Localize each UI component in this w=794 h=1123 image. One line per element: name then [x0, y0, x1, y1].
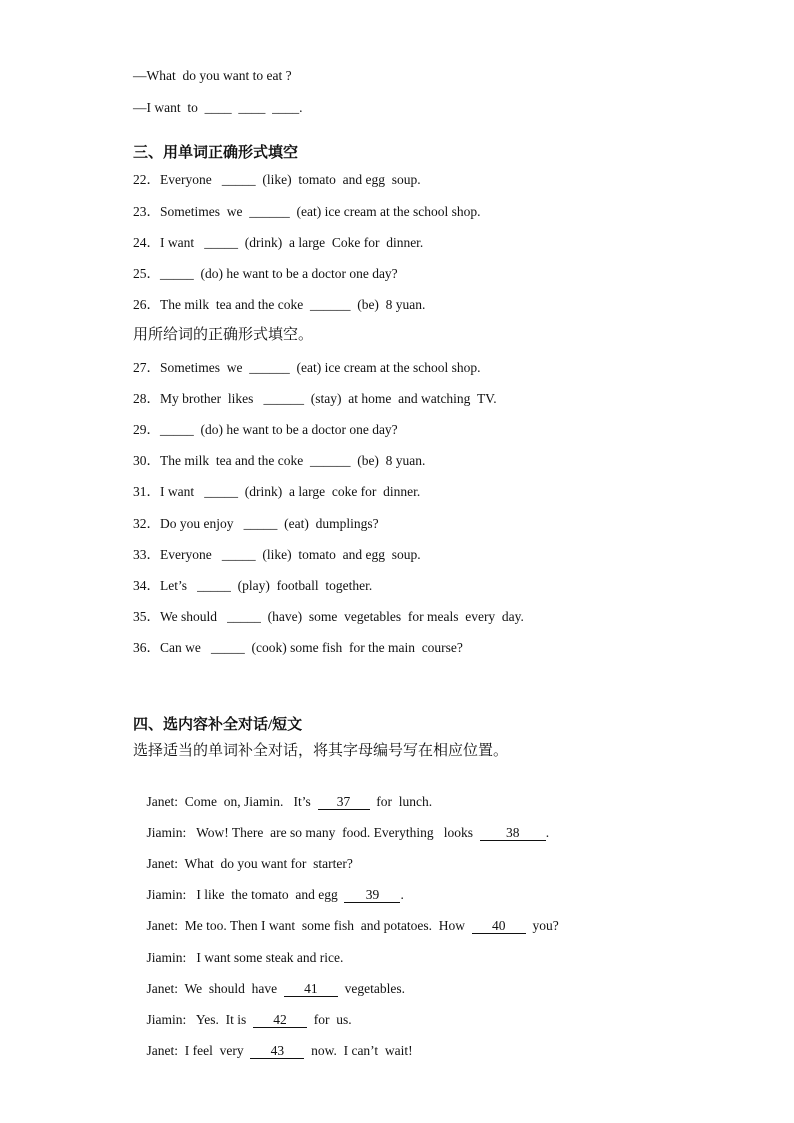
dialogue-line: [133, 1024, 413, 1078]
question-item: 36．Can we _____ (cook) some fish for the main course?: [133, 640, 463, 655]
answer-blank[interactable]: 43: [250, 1044, 304, 1059]
question-item: 32．Do you enjoy _____ (eat) dumplings?: [133, 516, 379, 531]
dialogue-text: Jiamin: Wow! There are so many food. Everything looks: [146, 825, 480, 840]
question-item: 24．I want _____ (drink) a large Coke for dinner.: [133, 235, 424, 250]
dialog-line: —I want to ____ ____ ____.: [133, 100, 303, 115]
answer-blank[interactable]: 39: [344, 888, 400, 903]
answer-blank[interactable]: 37: [318, 795, 370, 810]
section-heading-4: 四、选内容补全对话/短文: [133, 717, 303, 733]
question-item: 22．Everyone _____ (like) tomato and egg soup.: [133, 172, 421, 187]
dialogue-text: you?: [525, 918, 559, 933]
dialogue-text: for lunch.: [369, 794, 433, 809]
question-item: 33．Everyone _____ (like) tomato and egg soup.: [133, 547, 421, 562]
question-item: 28．My brother likes ______ (stay) at home and watching TV.: [133, 391, 497, 406]
answer-blank[interactable]: 42: [253, 1013, 307, 1028]
answer-blank[interactable]: 41: [284, 982, 338, 997]
dialogue-text: Jiamin: I like the tomato and egg: [146, 887, 345, 902]
dialogue-text: Janet: Me too. Then I want some fish and potatoes. How: [146, 918, 472, 933]
dialogue-text: vegetables.: [337, 981, 405, 996]
dialogue-text: Jiamin: I want some steak and rice.: [146, 950, 344, 965]
question-item: 26．The milk tea and the coke ______ (be) 8 yuan.: [133, 297, 426, 312]
dialogue-text: for us.: [307, 1012, 352, 1027]
dialogue-text: Janet: What do you want for starter?: [146, 856, 353, 871]
question-item: 31．I want _____ (drink) a large coke for dinner.: [133, 484, 421, 499]
question-item: 34．Let’s _____ (play) football together.: [133, 578, 373, 593]
dialog-line: —What do you want to eat ?: [133, 68, 292, 83]
question-item: 23．Sometimes we ______ (eat) ice cream at the school shop.: [133, 204, 481, 219]
dialogue-text: Janet: Come on, Jiamin. It’s: [146, 794, 318, 809]
question-item: 25．_____ (do) he want to be a doctor one day?: [133, 266, 398, 281]
question-item: 30．The milk tea and the coke ______ (be) 8 yuan.: [133, 453, 426, 468]
answer-blank[interactable]: 38: [480, 826, 546, 841]
dialogue-text: Janet: I feel very: [146, 1043, 251, 1058]
section-instruction: 选择适当的单词补全对话，将其字母编号写在相应位置。: [133, 743, 509, 759]
dialogue-text: Jiamin: Yes. It is: [146, 1012, 254, 1027]
answer-blank[interactable]: 40: [472, 919, 526, 934]
question-item: 27．Sometimes we ______ (eat) ice cream at the school shop.: [133, 360, 481, 375]
dialogue-text: now. I can’t wait!: [304, 1043, 413, 1058]
question-item: 29．_____ (do) he want to be a doctor one day?: [133, 422, 398, 437]
dialogue-text: .: [545, 825, 550, 840]
question-item: 35．We should _____ (have) some vegetables for meals every day.: [133, 609, 524, 624]
dialogue-text: Janet: We should have: [146, 981, 284, 996]
section-instruction: 用所给词的正确形式填空。: [133, 327, 314, 343]
section-heading-3: 三、用单词正确形式填空: [133, 145, 299, 161]
dialogue-text: .: [400, 887, 404, 902]
